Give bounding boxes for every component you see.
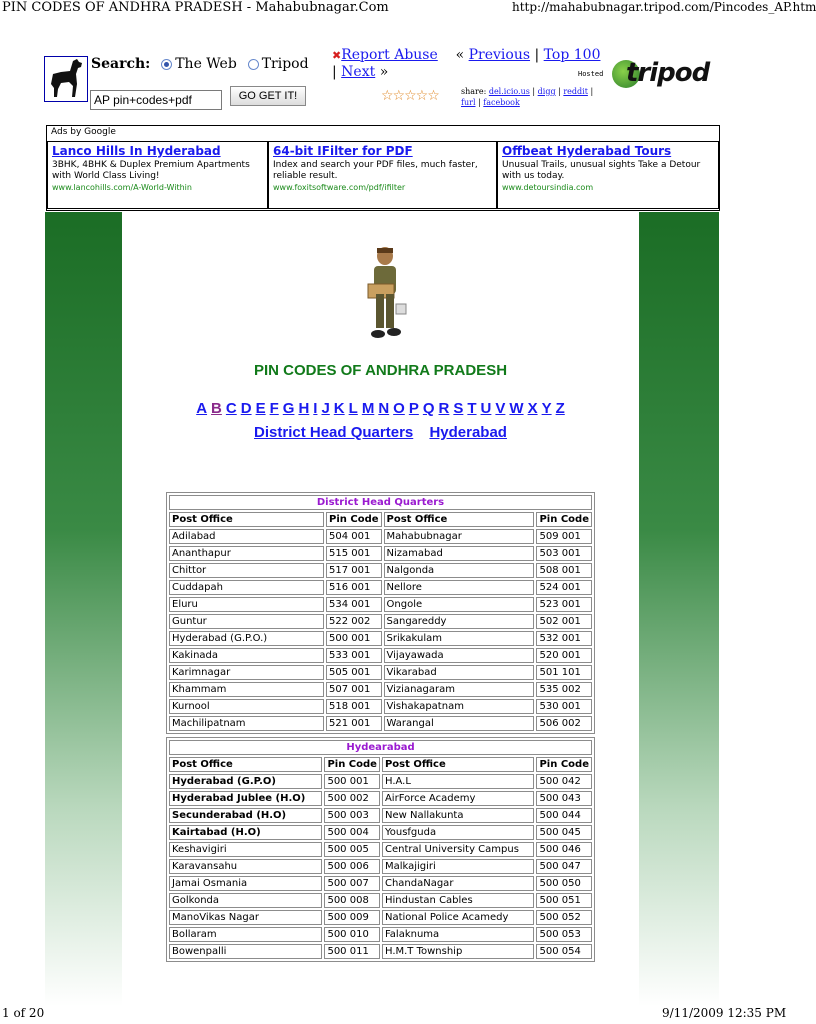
post-office-cell: Kairtabad (H.O) <box>169 825 322 840</box>
right-green-band <box>639 212 719 1006</box>
letter-link-n[interactable]: N <box>378 400 390 417</box>
post-office-cell: Secunderabad (H.O) <box>169 808 322 823</box>
ad-1-desc: 3BHK, 4BHK & Duplex Premium Apartments with World Class Living! <box>52 160 250 181</box>
pin-code-cell: 520 001 <box>536 648 592 663</box>
ads-heading: Ads by Google <box>51 127 116 137</box>
ad-3-desc: Unusual Trails, unusual sights Take a Detour with us today. <box>502 160 701 181</box>
post-office-cell: Nellore <box>384 580 535 595</box>
letter-link-y[interactable]: Y <box>541 400 552 417</box>
post-office-cell: Nizamabad <box>384 546 535 561</box>
share-furl-link[interactable]: furl <box>461 98 476 107</box>
pin-code-cell: 500 008 <box>324 893 380 908</box>
table-row <box>169 791 592 806</box>
table-row <box>169 648 592 663</box>
table1-caption: District Head Quarters <box>169 495 592 510</box>
page-number: 1 of 20 <box>2 1006 45 1020</box>
search-label <box>91 56 309 72</box>
table-row <box>169 682 592 697</box>
table-row <box>169 859 592 874</box>
post-office-cell: Yousfguda <box>382 825 535 840</box>
table-row <box>169 716 592 731</box>
ad-2[interactable] <box>268 141 497 209</box>
radio-web-label[interactable]: The Web <box>175 56 237 72</box>
pin-code-cell: 500 054 <box>536 944 592 959</box>
pin-code-cell: 500 052 <box>536 910 592 925</box>
ad-3-url[interactable]: www.detoursindia.com <box>502 183 594 192</box>
letter-link-g[interactable]: G <box>282 400 295 417</box>
pin-code-cell: 518 001 <box>326 699 382 714</box>
letter-link-e[interactable]: E <box>255 400 266 417</box>
letter-link-o[interactable]: O <box>393 400 405 417</box>
pin-code-cell: 506 002 <box>536 716 592 731</box>
pin-code-cell: 500 004 <box>324 825 380 840</box>
pin-code-cell: 507 001 <box>326 682 382 697</box>
next-link[interactable]: Next <box>341 64 376 80</box>
column-header: Post Office <box>169 512 324 527</box>
report-abuse-icon: ✖ <box>332 49 342 62</box>
post-office-cell: National Police Acamedy <box>382 910 535 925</box>
letter-link-s[interactable]: S <box>453 400 464 417</box>
letter-link-k[interactable]: K <box>333 400 345 417</box>
pin-code-cell: 535 002 <box>536 682 592 697</box>
table-row <box>169 774 592 789</box>
rating-stars[interactable]: ☆☆☆☆☆ <box>381 88 439 104</box>
table-row <box>169 808 592 823</box>
post-office-cell: Golkonda <box>169 893 322 908</box>
table-row <box>169 580 592 595</box>
letter-link-i[interactable]: I <box>313 400 318 417</box>
post-office-cell: New Nallakunta <box>382 808 535 823</box>
hosted-label: Hosted <box>578 70 604 78</box>
alphabet-index <box>122 400 639 417</box>
table-row <box>169 597 592 612</box>
post-office-cell: Khammam <box>169 682 324 697</box>
post-office-cell: Hyderabad (G.P.O) <box>169 774 322 789</box>
share-digg-link[interactable]: digg <box>537 87 556 96</box>
ad-2-url[interactable]: www.foxitsoftware.com/pdf/ifilter <box>273 183 406 192</box>
table-row <box>169 910 592 925</box>
pin-code-cell: 503 001 <box>536 546 592 561</box>
pin-code-cell: 500 042 <box>536 774 592 789</box>
ad-1-url[interactable]: www.lancohills.com/A-World-Within <box>52 183 192 192</box>
column-header: Post Office <box>384 512 535 527</box>
letter-link-l[interactable]: L <box>348 400 358 417</box>
post-office-cell: Falaknuma <box>382 927 535 942</box>
table-row <box>169 563 592 578</box>
letter-link-p[interactable]: P <box>408 400 419 417</box>
table-row <box>169 944 592 959</box>
pin-code-cell: 500 001 <box>324 774 380 789</box>
pin-code-cell: 500 046 <box>536 842 592 857</box>
post-office-cell: Ongole <box>384 597 535 612</box>
hyderabad-link[interactable]: Hyderabad <box>429 424 507 441</box>
pin-code-cell: 530 001 <box>536 699 592 714</box>
post-office-cell: ChandaNagar <box>382 876 535 891</box>
post-office-cell: Vishakapatnam <box>384 699 535 714</box>
tripod-logo-text: tripod <box>626 58 710 88</box>
table-row <box>169 631 592 646</box>
table2-caption: Hydearabad <box>169 740 592 755</box>
pin-code-cell: 500 006 <box>324 859 380 874</box>
post-office-cell: Karimnagar <box>169 665 324 680</box>
print-timestamp: 9/11/2009 12:35 PM <box>662 1006 787 1020</box>
post-office-cell: H.M.T Township <box>382 944 535 959</box>
letter-link-u[interactable]: U <box>480 400 492 417</box>
pin-code-cell: 532 001 <box>536 631 592 646</box>
share-facebook-link[interactable]: facebook <box>483 98 520 107</box>
post-office-cell: Nalgonda <box>384 563 535 578</box>
post-office-cell: Keshavigiri <box>169 842 322 857</box>
letter-link-f[interactable]: F <box>269 400 279 417</box>
browser-url: http://mahabubnagar.tripod.com/Pincodes_AP.htm <box>512 0 816 14</box>
pin-code-cell: 500 043 <box>536 791 592 806</box>
pin-code-cell: 523 001 <box>536 597 592 612</box>
share-label: share: <box>461 87 487 96</box>
dog-logo-icon[interactable] <box>44 56 88 102</box>
letter-link-d[interactable]: D <box>240 400 252 417</box>
column-header: Post Office <box>169 757 322 772</box>
pin-code-cell: 502 001 <box>536 614 592 629</box>
post-office-cell: Sangareddy <box>384 614 535 629</box>
table-row <box>169 876 592 891</box>
pin-code-cell: 515 001 <box>326 546 382 561</box>
column-header: Pin Code <box>326 512 382 527</box>
post-office-cell: Bowenpalli <box>169 944 322 959</box>
letter-link-h[interactable]: H <box>298 400 310 417</box>
post-office-cell: Hyderabad (G.P.O.) <box>169 631 324 646</box>
column-header: Post Office <box>382 757 535 772</box>
column-header: Pin Code <box>536 757 592 772</box>
pin-code-cell: 508 001 <box>536 563 592 578</box>
page-title: PIN CODES OF ANDHRA PRADESH <box>253 362 508 379</box>
pin-code-cell: 524 001 <box>536 580 592 595</box>
table-row <box>169 614 592 629</box>
search-input[interactable]: AP pin+codes+pdf <box>90 90 222 110</box>
letter-link-v[interactable]: V <box>495 400 506 417</box>
post-office-cell: Cuddapah <box>169 580 324 595</box>
district-hq-link[interactable]: District Head Quarters <box>254 424 414 441</box>
ads-box <box>46 125 720 211</box>
post-office-cell: Central University Campus <box>382 842 535 857</box>
top-navigation: ✖Report Abuse « Previous | Top 100 | Next » <box>332 47 601 80</box>
postman-illustration <box>358 244 412 348</box>
post-office-cell: Chittor <box>169 563 324 578</box>
post-office-cell: Eluru <box>169 597 324 612</box>
report-abuse-link[interactable]: Report Abuse <box>341 47 438 63</box>
pin-code-cell: 500 047 <box>536 859 592 874</box>
share-links: share: del.icio.us | digg | reddit | furl | facebook <box>461 87 594 107</box>
pin-code-cell: 500 009 <box>324 910 380 925</box>
letter-link-z[interactable]: Z <box>555 400 565 417</box>
pin-code-cell: 500 010 <box>324 927 380 942</box>
table-row <box>169 893 592 908</box>
hyderabad-table <box>166 737 595 962</box>
pin-code-cell: 500 002 <box>324 791 380 806</box>
pin-code-cell: 501 101 <box>536 665 592 680</box>
letter-link-x[interactable]: X <box>527 400 538 417</box>
post-office-cell: Karavansahu <box>169 859 322 874</box>
letter-link-c[interactable]: C <box>225 400 237 417</box>
previous-prefix: « <box>455 47 465 63</box>
section-links <box>122 424 639 441</box>
radio-web[interactable] <box>161 59 172 70</box>
letter-link-a[interactable]: A <box>196 400 208 417</box>
letter-link-j[interactable]: J <box>321 400 330 417</box>
browser-title: PIN CODES OF ANDHRA PRADESH - Mahabubnagar.Com <box>2 0 389 15</box>
pin-code-cell: 534 001 <box>326 597 382 612</box>
ad-2-desc: Index and search your PDF files, much faster, reliable result. <box>273 160 478 181</box>
radio-tripod[interactable] <box>248 59 259 70</box>
share-delicious-link[interactable]: del.icio.us <box>488 87 530 96</box>
letter-link-r[interactable]: R <box>438 400 450 417</box>
go-get-it-button[interactable]: GO GET IT! <box>230 86 306 106</box>
letter-link-b[interactable]: B <box>211 400 222 417</box>
table-row <box>169 842 592 857</box>
column-header: Pin Code <box>324 757 380 772</box>
pin-code-cell: 500 005 <box>324 842 380 857</box>
share-reddit-link[interactable]: reddit <box>563 87 588 96</box>
pin-code-cell: 504 001 <box>326 529 382 544</box>
post-office-cell: Vijayawada <box>384 648 535 663</box>
post-office-cell: Srikakulam <box>384 631 535 646</box>
pin-code-cell: 500 053 <box>536 927 592 942</box>
letter-link-m[interactable]: M <box>361 400 375 417</box>
table-row <box>169 927 592 942</box>
post-office-cell: Bollaram <box>169 927 322 942</box>
ad-3-title[interactable]: Offbeat Hyderabad Tours <box>502 144 672 158</box>
pin-code-cell: 500 007 <box>324 876 380 891</box>
post-office-cell: Malkajigiri <box>382 859 535 874</box>
previous-link[interactable]: Previous <box>468 47 531 63</box>
post-office-cell: Kakinada <box>169 648 324 663</box>
post-office-cell: Machilipatnam <box>169 716 324 731</box>
pin-code-cell: 500 001 <box>326 631 382 646</box>
post-office-cell: Warangal <box>384 716 535 731</box>
post-office-cell: Kurnool <box>169 699 324 714</box>
ad-2-title[interactable]: 64-bit IFilter for PDF <box>273 144 413 158</box>
post-office-cell: AirForce Academy <box>382 791 535 806</box>
search-label-text: Search: <box>91 56 151 72</box>
radio-tripod-label[interactable]: Tripod <box>261 56 309 72</box>
ad-1[interactable] <box>47 141 268 209</box>
post-office-cell: Adilabad <box>169 529 324 544</box>
post-office-cell: Mahabubnagar <box>384 529 535 544</box>
pin-code-cell: 500 045 <box>536 825 592 840</box>
tripod-logo[interactable] <box>608 56 720 96</box>
pin-code-cell: 521 001 <box>326 716 382 731</box>
ad-3[interactable] <box>497 141 719 209</box>
post-office-cell: H.A.L <box>382 774 535 789</box>
pin-code-cell: 533 001 <box>326 648 382 663</box>
pin-code-cell: 500 044 <box>536 808 592 823</box>
post-office-cell: Hindustan Cables <box>382 893 535 908</box>
post-office-cell: ManoVikas Nagar <box>169 910 322 925</box>
letter-link-q[interactable]: Q <box>422 400 435 417</box>
pin-code-cell: 516 001 <box>326 580 382 595</box>
table-row <box>169 825 592 840</box>
post-office-cell: Guntur <box>169 614 324 629</box>
pin-code-cell: 500 011 <box>324 944 380 959</box>
top100-link[interactable]: Top 100 <box>543 47 601 63</box>
letter-link-w[interactable]: W <box>509 400 524 417</box>
pin-code-cell: 500 051 <box>536 893 592 908</box>
table-row <box>169 699 592 714</box>
post-office-cell: Vizianagaram <box>384 682 535 697</box>
pin-code-cell: 509 001 <box>536 529 592 544</box>
next-suffix: » <box>379 64 389 80</box>
pin-code-cell: 500 003 <box>324 808 380 823</box>
letter-link-t[interactable]: T <box>467 400 477 417</box>
column-header: Pin Code <box>536 512 592 527</box>
pin-code-cell: 517 001 <box>326 563 382 578</box>
pin-code-cell: 505 001 <box>326 665 382 680</box>
pin-code-cell: 500 050 <box>536 876 592 891</box>
pin-code-cell: 522 002 <box>326 614 382 629</box>
table-row <box>169 529 592 544</box>
ad-1-title[interactable]: Lanco Hills In Hyderabad <box>52 144 221 158</box>
district-hq-table <box>166 492 595 734</box>
post-office-cell: Vikarabad <box>384 665 535 680</box>
post-office-cell: Ananthapur <box>169 546 324 561</box>
left-green-band <box>45 212 122 1006</box>
post-office-cell: Jamai Osmania <box>169 876 322 891</box>
table-row <box>169 546 592 561</box>
table-row <box>169 665 592 680</box>
post-office-cell: Hyderabad Jublee (H.O) <box>169 791 322 806</box>
